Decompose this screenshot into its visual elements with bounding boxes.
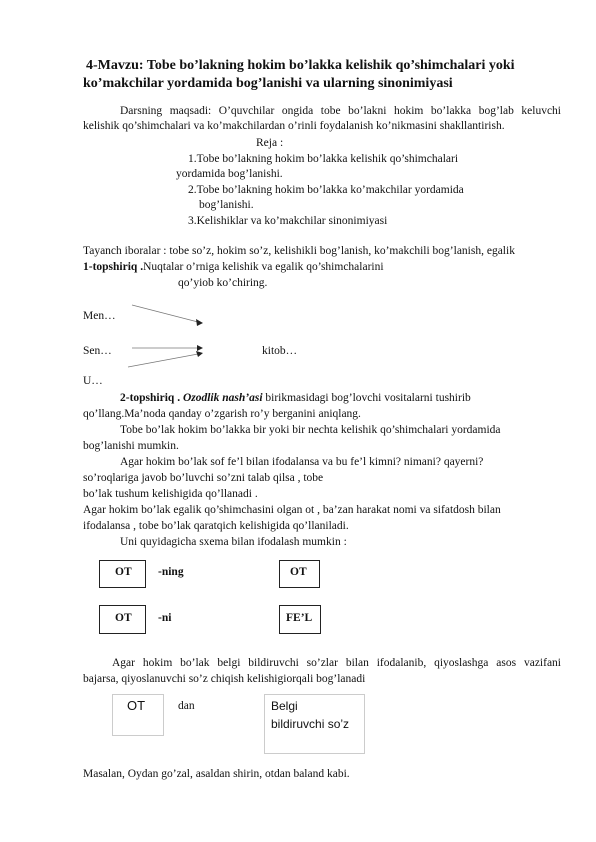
para2-line2: so’roqlariga javob bo’luvchi so’zni talab qilsa , tobe [83,472,324,484]
task2-line1 [120,391,471,406]
arrow-line-u [128,354,198,367]
key-terms: Tayanch iboralar : tobe so’z, hokim so’z, kelishikli bog’lanish, ko’makchili bog’lanish, egalik [83,245,515,257]
scheme2-suffix: -ni [158,612,172,624]
task2-label: 2-topshiriq . [120,392,181,404]
exercise-target: kitob… [262,345,298,357]
scheme2-right-box [279,605,321,634]
exercise-word-sen: Sen… [83,345,112,357]
scheme3-right-line1: Belgi [271,699,298,713]
page-title-line1: 4-Mavzu: Tobe bo’lakning hokim bo’lakka kelishik qo’shimchalari yoki [86,58,515,73]
purpose-line1: Darsning maqsadi: O’quvchilar ongida tobe bo’lakni hokim bo’lakka bog’lab keluvchi [120,105,561,117]
para5-line2: bajarsa, qiyoslanuvchi so’z chiqish kelishigiorqali bog’lanadi [83,673,366,685]
exercise-word-u: U… [83,375,103,387]
para1-line2: bog’lanishi mumkin. [83,440,179,452]
scheme1-right-label: OT [290,566,307,578]
plan-item-1-line2: yordamida bog’lanishi. [176,168,283,180]
para2-line3: bo’lak tushum kelishigida qo’llanadi . [83,488,258,500]
scheme2-left-label: OT [115,612,132,624]
exercise-word-men: Men… [83,310,116,322]
arrowhead-u [196,351,203,357]
scheme1-right-box [279,560,320,588]
task2-line2: qo’llang.Ma’noda qanday o’zgarish ro’y berganini aniqlang. [83,408,361,420]
para1-line1: Tobe bo’lak hokim bo’lakka bir yoki bir nechta kelishik qo’shimchalari yordamida [120,424,501,436]
page-title-line2: ko’makchilar yordamida bog’lanishi va ularning sinonimiyasi [83,76,453,91]
para2-line1: Agar hokim bo’lak sof fe’l bilan ifodalansa va bu fe’l kimni? nimani? qayerni? [120,456,484,468]
scheme3-left-box [112,694,164,736]
plan-item-1-line1: 1.Tobe bo’lakning hokim bo’lakka kelishik qo’shimchalari [188,153,459,165]
scheme3-right-box [264,694,365,754]
plan-item-2-line1: 2.Tobe bo’lakning hokim bo’lakka ko’makchilar yordamida [188,184,464,196]
task2-text: birikmasidagi bog’lovchi vositalarni tushirib [262,392,471,404]
purpose-line2: kelishik qo’shimchalari va ko’makchilardan o’rinli foydalanish ko’nikmasini shakllantirish. [83,120,505,132]
plan-heading: Reja : [256,137,284,149]
para4: Uni quyidagicha sxema bilan ifodalash mumkin : [120,536,347,548]
task2-italic: Ozodlik nash’asi [182,392,263,404]
plan-item-2-line2: bog’lanishi. [199,199,254,211]
scheme1-left-label: OT [115,566,132,578]
para3-line1: Agar hokim bo’lak egalik qo’shimchasini olgan ot , ba’zan harakat nomi va sifatdosh bilan [83,504,501,516]
para5-line1: Agar hokim bo’lak belgi bildiruvchi so’zlar bilan ifodalanib, qiyoslashga asos vazifani [112,657,561,669]
arrowhead-men [196,319,203,326]
plan-item-3: 3.Kelishiklar va ko’makchilar sinonimiyasi [188,215,388,227]
task1-text: Nuqtalar o’rniga kelishik va egalik qo’shimchalarini [143,261,384,273]
example-sentence: Masalan, Oydan go’zal, asaldan shirin, otdan baland kabi. [83,768,350,780]
scheme1-left-box [99,560,146,588]
scheme3-right-line2: bildiruvchi so’z [271,717,350,731]
scheme3-suffix: dan [178,700,195,712]
task1-text2: qo’yiob ko’chiring. [178,277,268,289]
arrow-line-men [132,305,198,322]
arrowhead-sen [197,345,203,351]
scheme3-left-label: OT [127,698,146,713]
scheme1-suffix: -ning [158,566,184,578]
scheme2-left-box [99,605,146,634]
task1-label: 1-topshiriq . [83,261,144,273]
para3-line2: ifodalansa , tobe bo’lak qaratqich kelishigida qo’llaniladi. [83,520,349,532]
scheme2-right-label: FE’L [286,612,313,624]
